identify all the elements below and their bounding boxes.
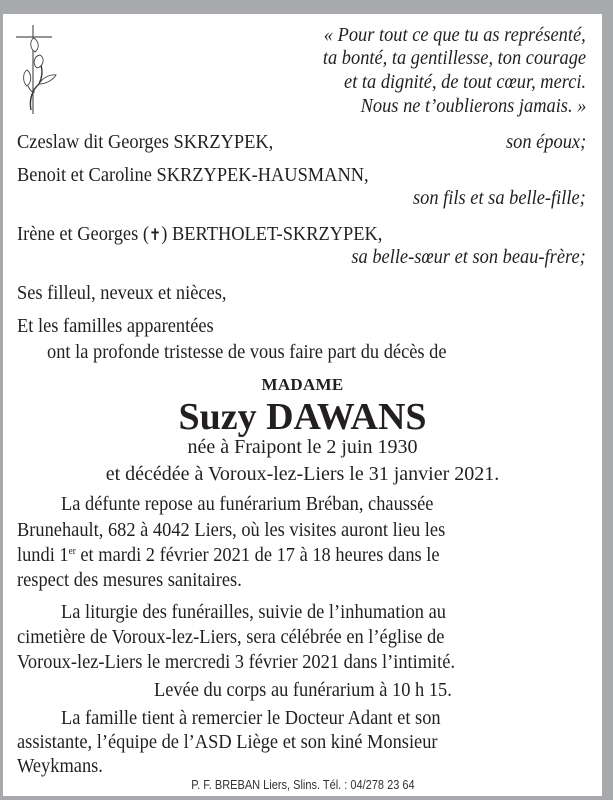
paragraph-text: et mardi 2 février 2021 de 17 à 18 heures dans le <box>75 544 440 566</box>
deceased-name: Suzy DAWANS <box>178 396 427 438</box>
ordinal-suffix: er <box>68 546 76 557</box>
quote-line: ta bonté, ta gentillesse, ton courage <box>322 47 586 69</box>
quote-line: Nous ne t’oublierons jamais. » <box>360 95 586 117</box>
paragraph-line: La famille tient à remercier le Docteur Adant et son <box>61 707 441 729</box>
paragraph-line: La liturgie des funérailles, suivie de l’inhumation au <box>61 601 446 623</box>
obituary-notice <box>3 14 602 796</box>
paragraph-line: Brunehault, 682 à 4042 Liers, où les visites auront lieu les <box>17 519 446 541</box>
deceased-cross-icon: ✝ <box>148 225 162 244</box>
birth-info: née à Fraipont le 2 juin 1930 <box>187 436 418 458</box>
family-relation: son époux; <box>505 131 586 153</box>
family-names: Et les familles apparentées <box>17 315 214 337</box>
death-info: et décédée à Voroux-lez-Liers le 31 janvier 2021. <box>105 463 500 485</box>
family-relation: son fils et sa belle-fille; <box>413 187 586 209</box>
paragraph-line <box>17 545 440 565</box>
levee-line: Levée du corps au funérarium à 10 h 15. <box>153 679 452 701</box>
family-names: Czeslaw dit Georges SKRZYPEK, <box>17 131 274 153</box>
paragraph-line: Voroux-lez-Liers le mercredi 3 février 2021 dans l’intimité. <box>17 651 456 673</box>
paragraph-line: respect des mesures sanitaires. <box>17 569 242 591</box>
levee-text <box>3 680 602 700</box>
quote-line: et ta dignité, de tout cœur, merci. <box>343 71 586 93</box>
paragraph-text: lundi 1 <box>17 544 69 566</box>
funeral-home-footer <box>3 778 602 792</box>
family-relation: sa belle-sœur et son beau-frère; <box>351 246 586 268</box>
family-names <box>17 224 382 245</box>
paragraph-line: cimetière de Voroux-lez-Liers, sera célébrée en l’église de <box>17 626 445 648</box>
cross-with-rose-icon <box>13 22 58 118</box>
family-names-part: Irène et Georges ( <box>17 223 149 245</box>
paragraph-line: Weykmans. <box>17 755 103 777</box>
paragraph-line: assistante, l’équipe de l’ASD Liège et son kiné Monsieur <box>17 731 438 753</box>
deceased-title: MADAME <box>261 375 344 394</box>
footer-text: P. F. BREBAN Liers, Slins. Tél. : 04/278 23 64 <box>190 778 415 792</box>
announcement-text: ont la profonde tristesse de vous faire part du décès de <box>47 341 447 363</box>
family-names: Benoit et Caroline SKRZYPEK-HAUSMANN, <box>17 164 369 186</box>
family-names-part: ) BERTHOLET-SKRZYPEK, <box>161 223 383 245</box>
quote-line: « Pour tout ce que tu as représenté, <box>324 24 586 46</box>
family-names: Ses filleul, neveux et nièces, <box>17 282 227 304</box>
paragraph-line: La défunte repose au funérarium Bréban, chaussée <box>61 493 434 515</box>
